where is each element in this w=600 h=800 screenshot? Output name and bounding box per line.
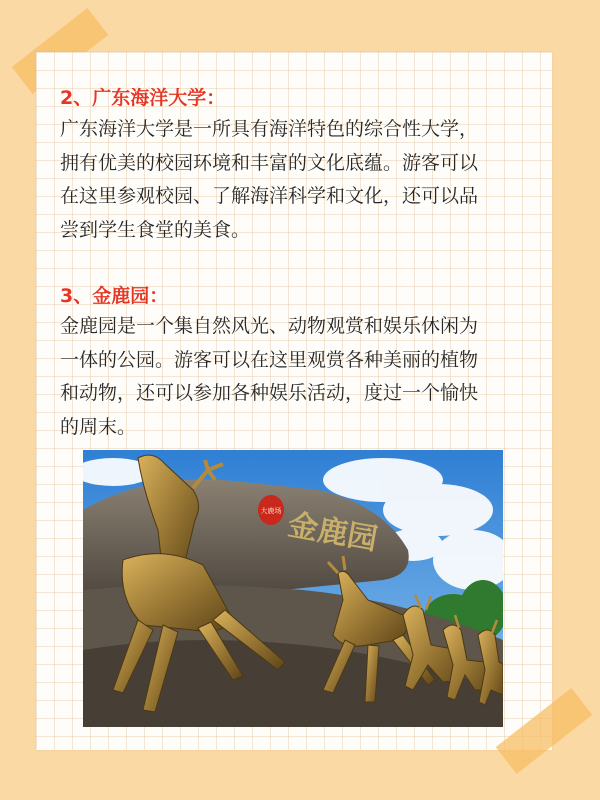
- text-line: 和动物，还可以参加各种娱乐活动，度过一个愉快: [60, 382, 479, 404]
- section-title-guangdong-ocean-university: 2、广东海洋大学：: [60, 87, 226, 109]
- section-body-golden-deer-park: [60, 310, 530, 444]
- rock-inscription: 金鹿园: [285, 507, 381, 558]
- text-line: 金鹿园是一个集自然风光、动物观赏和娱乐休闲为: [60, 315, 479, 337]
- golden-deer-park-photo: [83, 450, 503, 727]
- section-title-golden-deer-park: 3、金鹿园：: [60, 285, 169, 307]
- section-body-guangdong-ocean-university: [60, 113, 530, 247]
- text-line: 在这里参观校园、了解海洋科学和文化，还可以品: [60, 185, 479, 207]
- text-line: 尝到学生食堂的美食。: [60, 218, 251, 241]
- text-line: 拥有优美的校园环境和丰富的文化底蕴。游客可以: [60, 151, 479, 174]
- text-line: 一体的公园。游客可以在这里观赏各种美丽的植物: [60, 348, 479, 371]
- seal-text: 大鹿场: [260, 507, 282, 515]
- text-line: 的周末。: [60, 415, 137, 438]
- text-line: 广东海洋大学是一所具有海洋特色的综合性大学，: [60, 118, 479, 140]
